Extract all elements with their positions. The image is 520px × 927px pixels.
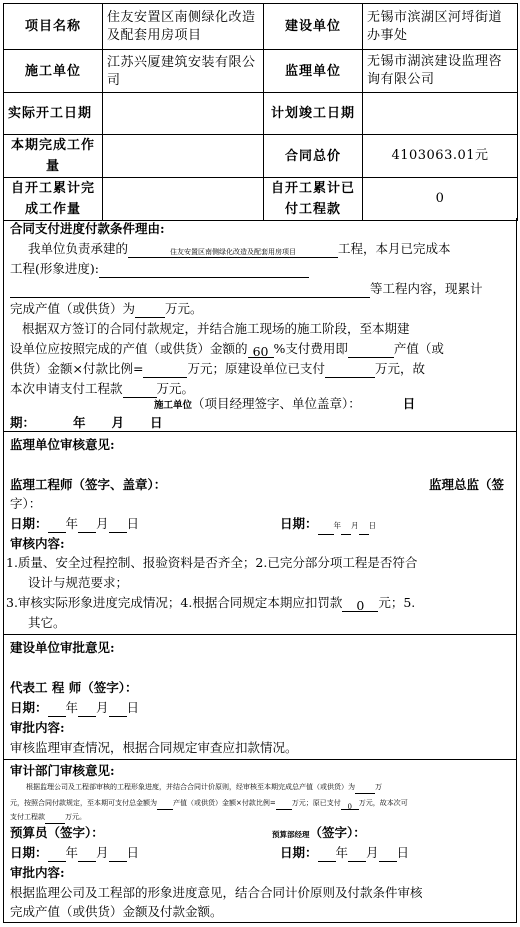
audit-sign-line (10, 824, 510, 842)
audit-dept-sign (272, 824, 366, 844)
supervision-item-3-a: 3.审核实际形象进度完成情况；4.根据合同规定本期应扣罚款 (6, 595, 343, 610)
aud-year-blank (48, 847, 66, 862)
penalty-value: 0 (342, 597, 378, 612)
audit-s2-a: 元，按照合同付款规定，至本期可支付总金额为 (10, 799, 157, 807)
aud-r-year-blank (318, 847, 336, 862)
sup-month: 月 (96, 516, 109, 531)
bld-month-blank (78, 702, 96, 717)
period-work-label: 本期完成工作量 (4, 135, 103, 178)
aud-r-month: 月 (366, 845, 379, 860)
builder-rep-label: 代表工 程 师（签字）： (10, 680, 138, 695)
actual-start-value (103, 93, 264, 135)
header-table (3, 3, 518, 221)
sup-day: 日 (126, 516, 140, 531)
payment-l1-a: 我单位负责承建的 (28, 241, 129, 256)
builder-title: 建设单位审批意见: (10, 640, 115, 655)
project-name-label: 项目名称 (4, 4, 103, 50)
payment-amount-blank (348, 343, 394, 358)
work-content-blank (10, 283, 370, 298)
payment-line-7 (10, 360, 510, 378)
audit-dept-sign-label: （签字）： (309, 825, 366, 840)
payment-l4-a: 完成产值（或供货）为 (10, 301, 136, 316)
payment-l1-b: 工程，本月已完成本 (338, 241, 451, 256)
supervision-date-right (280, 515, 376, 535)
sup-month-blank (78, 518, 96, 533)
payment-l7-b: 万元；原建设单位已支付 (187, 361, 325, 376)
supervision-date-right-label: 日期： (280, 516, 318, 531)
supervision-item-3c: 其它。 (28, 615, 66, 630)
aud-day-blank (109, 847, 127, 862)
builder-label: 建设单位 (264, 4, 363, 50)
supervision-item-1: 1.质量、安全过程控制、报验资料是否齐全；2.已完分部分项工程是否符合 (6, 555, 418, 570)
payment-line-5: 根据双方签订的合同付款规定，并结合施工现场的施工阶段，至本期建 (22, 321, 410, 336)
bld-day-blank (109, 702, 127, 717)
payment-sign-day: 日 (402, 396, 416, 411)
supervision-item-1b: 设计与规范要求； (28, 575, 129, 590)
builder-content-title: 审批内容: (10, 720, 65, 735)
audit-date-right (280, 844, 409, 862)
payment-line-4 (10, 300, 510, 318)
bld-year: 年 (65, 700, 79, 715)
bld-day: 日 (126, 700, 140, 715)
payment-l1-project: 住友安置区南侧绿化改造及配套用房项目 (128, 243, 338, 258)
audit-s3-b: 万元。 (65, 813, 86, 821)
apply-blank (123, 383, 157, 398)
supervision-date-left-label: 日期： (10, 516, 48, 531)
cumulative-paid-value: 0 (363, 178, 518, 221)
supervision-sign-line (10, 476, 510, 494)
audit-content-title: 审批内容: (10, 865, 65, 880)
payment-l8-b: 万元。 (156, 381, 195, 396)
audit-section (3, 760, 517, 923)
cumulative-paid-label: 自开工累计已付工程款 (264, 178, 363, 221)
contract-total-value: 4103063.01元 (363, 135, 518, 178)
sup-r-day-blank (359, 520, 369, 535)
payment-l2: 工程(形象进度): (10, 261, 99, 276)
payment-line-3 (10, 280, 510, 298)
audit-s2-c: 万元；原已支付 (291, 799, 341, 807)
audit-apply-blank (45, 814, 65, 824)
audit-budget-label: 预算员（签字）： (10, 825, 104, 840)
sup-r-month-blank (341, 520, 351, 535)
aud-year: 年 (65, 845, 79, 860)
payment-l4-b: 万元。 (165, 301, 203, 316)
contractor-label: 施工单位 (4, 50, 103, 93)
bld-month: 月 (96, 700, 109, 715)
audit-date-right-label: 日期： (280, 845, 318, 860)
supervisor-value: 无锡市湖滨建设监理咨询有限公司 (363, 50, 518, 93)
calc-blank (143, 363, 187, 378)
cumulative-work-value (103, 178, 264, 221)
payment-sign-line (154, 395, 510, 415)
supervisor-label: 监理单位 (264, 50, 363, 93)
bld-year-blank (48, 702, 66, 717)
supervision-item-3-b: 元；5. (378, 595, 416, 610)
sup-r-day: 日 (368, 521, 377, 530)
supervision-content-title: 审核内容: (10, 536, 65, 551)
aud-month: 月 (96, 845, 109, 860)
payment-section (3, 218, 517, 432)
builder-date-line (10, 699, 510, 717)
planned-finish-value (363, 93, 518, 135)
planned-finish-label: 计划竣工日期 (264, 93, 363, 135)
audit-paid-value: 0 (341, 800, 359, 810)
audit-s1-b: 万 (375, 783, 382, 791)
aud-month-blank (78, 847, 96, 862)
audit-dept-label: 预算部经理 (272, 830, 310, 839)
builder-section (3, 635, 517, 760)
audit-pay-blank (157, 800, 173, 810)
supervision-section (3, 432, 517, 635)
actual-start-label: 实际开工日期 (4, 93, 103, 135)
audit-s3: 支付工程款 (10, 813, 45, 821)
progress-blank (99, 263, 309, 278)
project-name-value: 住友安置区南侧绿化改造及配套用房项目 (103, 4, 264, 50)
audit-content-2: 完成产值（或供货）金额及付款金额。 (10, 904, 223, 919)
payment-l7-c: 万元，故 (374, 361, 425, 376)
audit-content-1: 根据监理公司及工程部的形象进度意见，结合合同计价原则及付款条件审核 (10, 885, 423, 900)
aud-r-day: 日 (396, 845, 410, 860)
payment-l7-a: 供货）金额×付款比例= (10, 361, 144, 376)
payment-date-line (10, 414, 510, 432)
supervision-chief-label: 监理总监（签 (428, 477, 504, 492)
builder-content: 审核监理审查情况，根据合同规定审查应扣款情况。 (10, 740, 298, 755)
contract-total-label: 合同总价 (264, 135, 363, 178)
payment-line-1 (28, 240, 510, 258)
payment-l6-b: %支付费用即 (273, 341, 348, 356)
sup-day-blank (109, 518, 127, 533)
payment-l6-a: 设单位应按照完成的产值（或供货）金额的 (10, 341, 248, 356)
audit-title: 审计部门审核意见: (10, 763, 115, 778)
sup-year-blank (48, 518, 66, 533)
cumulative-work-label: 自开工累计完成工作量 (4, 178, 103, 221)
payment-date-year: 年 (73, 415, 86, 430)
payment-l3: 等工程内容，现累计 (370, 281, 483, 296)
payment-line-2 (10, 260, 510, 278)
sup-year: 年 (65, 516, 79, 531)
supervision-chief-cont: 字）： (10, 496, 42, 511)
payment-date-label: 期： (10, 415, 36, 430)
period-work-value (103, 135, 264, 178)
contractor-value: 江苏兴厦建筑安装有限公司 (103, 50, 264, 93)
aud-r-month-blank (348, 847, 366, 862)
aud-r-year: 年 (335, 845, 349, 860)
builder-value: 无锡市滨湖区河埒街道办事处 (363, 4, 518, 50)
aud-day: 日 (126, 845, 140, 860)
audit-s2-d: 万元，故本次可 (358, 799, 408, 807)
payment-ratio: 60 (248, 343, 274, 358)
audit-line-2 (10, 796, 510, 810)
aud-r-day-blank (379, 847, 397, 862)
payment-date-day: 日 (150, 415, 163, 430)
audit-s2-b: 产值（或供货）金额×付款比例= (173, 799, 276, 807)
supervision-item-3 (6, 594, 510, 612)
paid-blank (325, 363, 375, 378)
payment-line-6 (10, 340, 510, 358)
output-blank (135, 303, 165, 318)
audit-total-blank (355, 784, 375, 794)
audit-line-1 (26, 780, 510, 794)
audit-calc-blank (276, 800, 292, 810)
audit-date-left-label: 日期： (10, 845, 48, 860)
payment-sign-text: （项目经理签字、单位盖章）： (192, 396, 361, 411)
payment-date-month: 月 (111, 415, 125, 430)
sup-r-month: 月 (351, 521, 359, 530)
payment-l8-a: 本次申请支付工程款 (10, 381, 123, 396)
sup-r-year-blank (318, 520, 334, 535)
audit-line-3 (10, 810, 510, 824)
payment-title: 合同支付进度付款条件理由: (10, 221, 165, 236)
sup-r-year: 年 (333, 521, 342, 530)
builder-date-label: 日期： (10, 700, 48, 715)
supervision-date-line (10, 515, 510, 533)
supervision-title: 监理单位审核意见: (10, 437, 115, 452)
payment-sign-unit: 施工单位 (154, 400, 193, 411)
payment-l6-c: 产值（或 (393, 341, 444, 356)
supervision-engineer-label: 监理工程师（签字、盖章）： (10, 477, 167, 492)
audit-s1-a: 根据监理公司及工程部审核的工程形象进度，并结合合同计价原则，经审核至本期完成总产值（或供货）为 (26, 783, 355, 791)
audit-date-line (10, 844, 510, 862)
